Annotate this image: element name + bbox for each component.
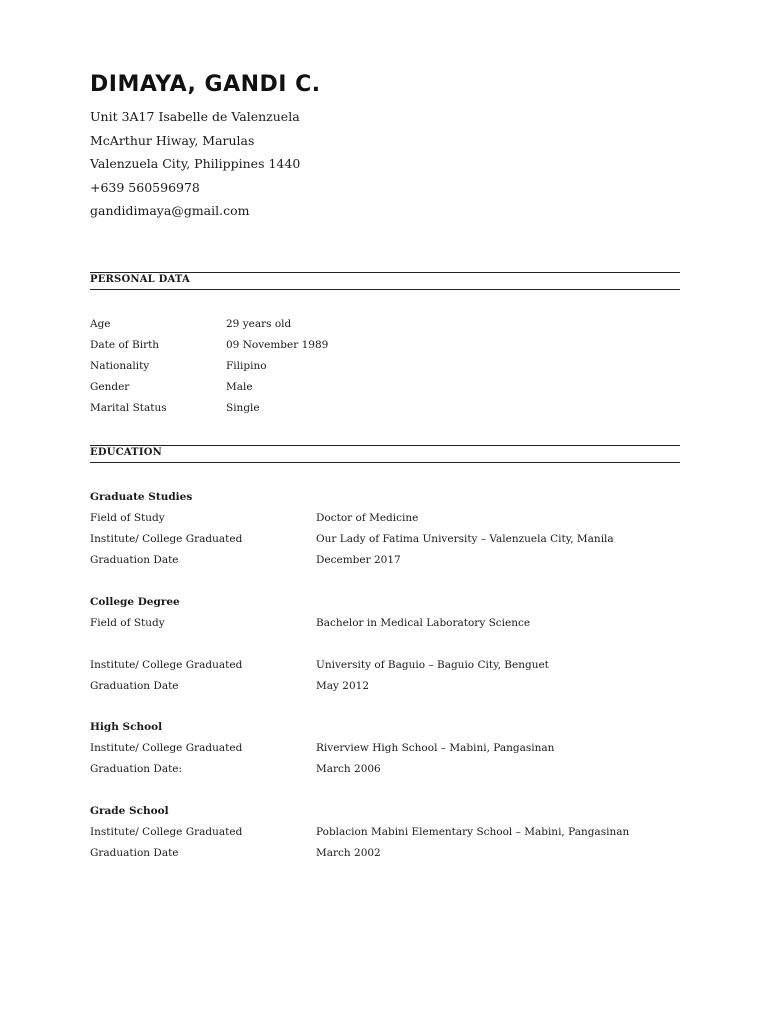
education-value: Our Lady of Fatima University – Valenzuela City, Manila [316, 533, 614, 545]
personal-value: 29 years old [226, 318, 292, 330]
personal-label: Date of Birth [90, 339, 160, 351]
personal-value: Filipino [226, 360, 267, 372]
education-label: Institute/ College Graduated [90, 533, 243, 545]
personal-value: Single [226, 402, 260, 414]
education-label: Institute/ College Graduated [90, 659, 243, 671]
education-label: Graduation Date [90, 554, 179, 566]
resume-name: DIMAYA, GANDI C. [90, 72, 321, 97]
personal-label: Marital Status [90, 402, 167, 414]
section-title-personal: PERSONAL DATA [90, 274, 190, 285]
contact-block [90, 108, 300, 226]
address-line-3: Valenzuela City, Philippines 1440 [90, 156, 301, 171]
section-title-education: EDUCATION [90, 447, 162, 458]
education-heading-graduate: Graduate Studies [90, 491, 193, 503]
education-value: May 2012 [316, 680, 370, 692]
education-value: University of Baguio – Baguio City, Benguet [316, 659, 549, 671]
education-value: March 2002 [316, 847, 381, 859]
education-heading-college: College Degree [90, 596, 180, 608]
education-value: March 2006 [316, 763, 381, 775]
personal-label: Age [90, 318, 111, 330]
personal-data-section-header [90, 272, 680, 290]
phone-number: +639 560596978 [90, 179, 200, 195]
education-label: Graduation Date: [90, 763, 183, 775]
education-value: Poblacion Mabini Elementary School – Mabini, Pangasinan [316, 826, 630, 838]
education-section-header [90, 445, 680, 463]
education-label: Graduation Date [90, 847, 179, 859]
personal-value: Male [226, 381, 253, 393]
education-value: Doctor of Medicine [316, 512, 419, 524]
education-label: Institute/ College Graduated [90, 742, 243, 754]
education-value: Riverview High School – Mabini, Pangasinan [316, 742, 555, 754]
education-label: Institute/ College Graduated [90, 826, 243, 838]
education-heading-grade-school: Grade School [90, 805, 169, 817]
address-line-2: McArthur Hiway, Marulas [90, 132, 255, 148]
education-value: December 2017 [316, 554, 401, 566]
personal-label: Gender [90, 381, 130, 393]
education-label: Field of Study [90, 617, 165, 629]
education-label: Field of Study [90, 512, 165, 524]
education-label: Graduation Date [90, 680, 179, 692]
personal-value: 09 November 1989 [226, 339, 329, 351]
email-address: gandidimaya@gmail.com [90, 203, 250, 218]
education-value: Bachelor in Medical Laboratory Science [316, 617, 531, 629]
address-line-1: Unit 3A17 Isabelle de Valenzuela [90, 109, 300, 124]
education-heading-high-school: High School [90, 721, 163, 733]
personal-label: Nationality [90, 360, 150, 372]
